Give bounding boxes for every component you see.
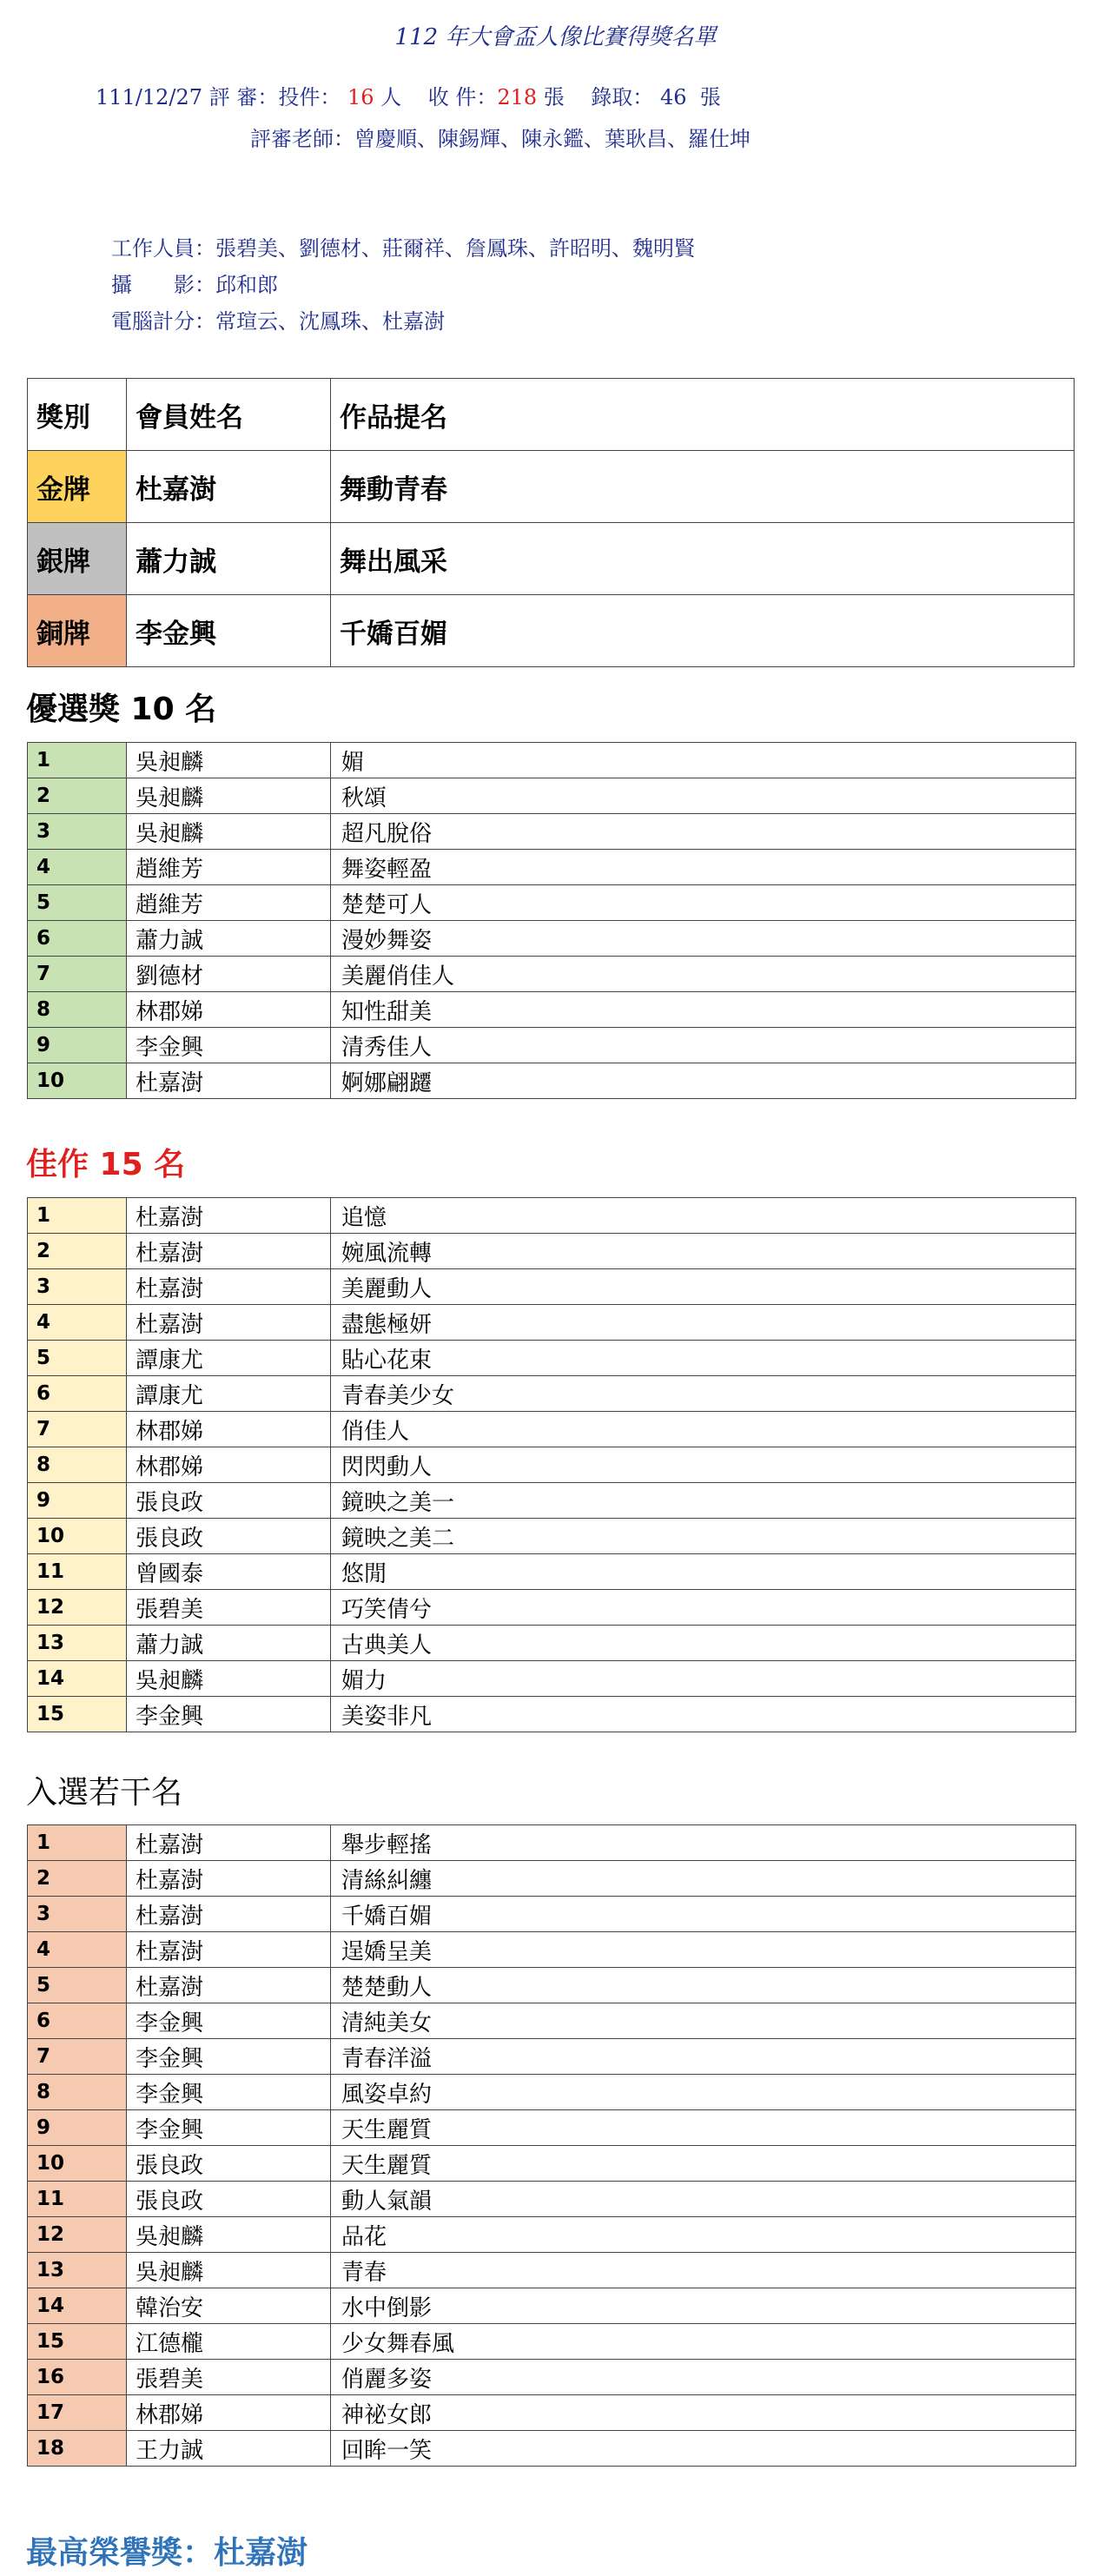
work-title-cell: 逞嬌呈美 [331,1932,1076,1968]
rank-cell: 10 [28,2146,127,2182]
work-title-cell: 閃閃動人 [331,1447,1076,1483]
work-title-cell: 青春 [331,2253,1076,2288]
work-title-cell: 秋頌 [331,778,1076,814]
header-title: 作品提名 [331,379,1075,451]
rank-cell: 1 [28,1825,127,1861]
rank-cell: 16 [28,2360,127,2395]
table-row [28,1028,1076,1063]
table-row [28,1661,1076,1697]
received-count: 218 [497,85,538,109]
accepted-label: 錄取： [591,85,654,109]
rank-cell: 12 [28,2217,127,2253]
gold-row [28,451,1075,523]
rank-cell: 3 [28,1897,127,1932]
rank-cell: 6 [28,1376,127,1412]
rank-cell: 5 [28,885,127,921]
title-cell: 舞出風采 [331,523,1075,595]
work-title-cell: 美麗動人 [331,1269,1076,1305]
rank-cell: 12 [28,1590,127,1626]
staff-line: 工作人員：張碧美、劉德材、莊爾祥、詹鳳珠、許昭明、魏明賢 [111,236,695,261]
member-name-cell: 曾國泰 [127,1554,331,1590]
member-name-cell: 趙維芳 [127,850,331,885]
table-row [28,1626,1076,1661]
work-title-cell: 追憶 [331,1198,1076,1234]
member-name-cell: 蕭力誠 [127,1626,331,1661]
rank-cell: 15 [28,2324,127,2360]
table-row [28,850,1076,885]
work-title-cell: 楚楚動人 [331,1968,1076,2003]
member-name-cell: 杜嘉澍 [127,1234,331,1269]
work-title-cell: 天生麗質 [331,2110,1076,2146]
rank-cell: 11 [28,1554,127,1590]
rank-cell: 14 [28,2288,127,2324]
table-row [28,957,1076,992]
table-row [28,1697,1076,1732]
table-row [28,1269,1076,1305]
table-row [28,1305,1076,1341]
work-title-cell: 清秀佳人 [331,1028,1076,1063]
member-name-cell: 張碧美 [127,2360,331,2395]
page-title: 112 年大會盃人像比賽得獎名單 [394,24,717,50]
member-name-cell: 吳昶麟 [127,1661,331,1697]
member-name-cell: 張碧美 [127,1590,331,1626]
accepted-count: 46 [659,85,687,109]
table-row [28,1861,1076,1897]
work-title-cell: 媚 [331,743,1076,778]
table-row [28,2110,1076,2146]
rank-cell: 1 [28,1198,127,1234]
work-title-cell: 回眸一笑 [331,2431,1076,2467]
work-title-cell: 巧笑倩兮 [331,1590,1076,1626]
bronze-row [28,595,1075,667]
rank-cell: 1 [28,743,127,778]
member-name-cell: 杜嘉澍 [127,1897,331,1932]
award-cell: 銀牌 [28,523,127,595]
excellent-heading: 優選獎 10 名 [26,692,217,727]
member-name-cell: 李金興 [127,2003,331,2039]
member-name-cell: 吳昶麟 [127,2217,331,2253]
member-name-cell: 李金興 [127,1697,331,1732]
work-title-cell: 清絲糾纏 [331,1861,1076,1897]
work-title-cell: 古典美人 [331,1626,1076,1661]
table-row [28,1412,1076,1447]
rank-cell: 17 [28,2395,127,2431]
table-row [28,2395,1076,2431]
rank-cell: 4 [28,1932,127,1968]
table-row [28,1897,1076,1932]
selected-heading: 入選若干名 [26,1775,183,1811]
submissions-unit: 人 [380,85,402,109]
table-row [28,885,1076,921]
selected-table [27,1824,1076,2467]
rank-cell: 9 [28,1483,127,1519]
member-name-cell: 譚康尤 [127,1376,331,1412]
work-title-cell: 舞姿輕盈 [331,850,1076,885]
rank-cell: 9 [28,1028,127,1063]
member-name-cell: 林郡娣 [127,1412,331,1447]
member-name-cell: 譚康尤 [127,1341,331,1376]
work-title-cell: 青春洋溢 [331,2039,1076,2075]
table-row [28,1825,1076,1861]
silver-row [28,523,1075,595]
member-name-cell: 杜嘉澍 [127,1269,331,1305]
received-label: 收 件： [427,85,498,109]
table-row [28,1341,1076,1376]
member-name-cell: 林郡娣 [127,2395,331,2431]
member-name-cell: 張良政 [127,1519,331,1554]
member-name-cell: 杜嘉澍 [127,1305,331,1341]
table-row [28,2146,1076,2182]
work-title-cell: 千嬌百媚 [331,1897,1076,1932]
work-title-cell: 婀娜翩躚 [331,1063,1076,1099]
member-name-cell: 張良政 [127,2146,331,2182]
table-row [28,2075,1076,2110]
member-name-cell: 蕭力誠 [127,921,331,957]
received-unit: 張 [543,85,565,109]
work-title-cell: 天生麗質 [331,2146,1076,2182]
name-cell: 李金興 [127,595,331,667]
work-title-cell: 清純美女 [331,2003,1076,2039]
name-cell: 杜嘉澍 [127,451,331,523]
table-row [28,2431,1076,2467]
rank-cell: 7 [28,2039,127,2075]
award-cell: 金牌 [28,451,127,523]
table-header-row [28,379,1075,451]
table-row [28,2360,1076,2395]
header-award: 獎別 [28,379,127,451]
scoring-line: 電腦計分：常瑄云、沈鳳珠、杜嘉澍 [111,309,445,334]
table-row [28,1932,1076,1968]
rank-cell: 7 [28,1412,127,1447]
table-row [28,2003,1076,2039]
top-awards-table [27,378,1075,667]
submissions-count: 16 [347,85,374,109]
rank-cell: 4 [28,850,127,885]
member-name-cell: 杜嘉澍 [127,1932,331,1968]
rank-cell: 3 [28,1269,127,1305]
member-name-cell: 吳昶麟 [127,743,331,778]
member-name-cell: 吳昶麟 [127,778,331,814]
table-row [28,2253,1076,2288]
rank-cell: 2 [28,1861,127,1897]
table-row [28,1968,1076,2003]
work-title-cell: 媚力 [331,1661,1076,1697]
member-name-cell: 張良政 [127,1483,331,1519]
table-row [28,1519,1076,1554]
table-row [28,2039,1076,2075]
table-row [28,1483,1076,1519]
rank-cell: 14 [28,1661,127,1697]
member-name-cell: 韓治安 [127,2288,331,2324]
table-row [28,1234,1076,1269]
table-row [28,1447,1076,1483]
work-title-cell: 漫妙舞姿 [331,921,1076,957]
table-row [28,1376,1076,1412]
work-title-cell: 水中倒影 [331,2288,1076,2324]
rank-cell: 6 [28,921,127,957]
work-title-cell: 貼心花束 [331,1341,1076,1376]
rank-cell: 8 [28,992,127,1028]
rank-cell: 5 [28,1968,127,2003]
excellent-table [27,742,1076,1099]
rank-cell: 18 [28,2431,127,2467]
work-title-cell: 美麗俏佳人 [331,957,1076,992]
table-row [28,2324,1076,2360]
table-row [28,2288,1076,2324]
rank-cell: 3 [28,814,127,850]
member-name-cell: 林郡娣 [127,992,331,1028]
work-title-cell: 美姿非凡 [331,1697,1076,1732]
table-row [28,992,1076,1028]
rank-cell: 4 [28,1305,127,1341]
member-name-cell: 江德櫳 [127,2324,331,2360]
rank-cell: 2 [28,1234,127,1269]
rank-cell: 8 [28,2075,127,2110]
member-name-cell: 杜嘉澍 [127,1861,331,1897]
member-name-cell: 杜嘉澍 [127,1198,331,1234]
rank-cell: 13 [28,2253,127,2288]
rank-cell: 9 [28,2110,127,2146]
work-title-cell: 盡態極妍 [331,1305,1076,1341]
work-title-cell: 神祕女郎 [331,2395,1076,2431]
submission-summary [96,80,721,110]
award-cell: 銅牌 [28,595,127,667]
title-cell: 舞動青春 [331,451,1075,523]
member-name-cell: 李金興 [127,1028,331,1063]
member-name-cell: 劉德材 [127,957,331,992]
table-row [28,814,1076,850]
rank-cell: 10 [28,1519,127,1554]
judges-line: 評審老師：曾慶順、陳錫輝、陳永鑑、葉耿昌、羅仕坤 [250,127,751,151]
submissions-label: 評 審：投件： [208,85,341,109]
work-title-cell: 俏麗多姿 [331,2360,1076,2395]
work-title-cell: 鏡映之美一 [331,1483,1076,1519]
table-row [28,2217,1076,2253]
rank-cell: 5 [28,1341,127,1376]
name-cell: 蕭力誠 [127,523,331,595]
member-name-cell: 吳昶麟 [127,2253,331,2288]
rank-cell: 8 [28,1447,127,1483]
table-row [28,1590,1076,1626]
rank-cell: 2 [28,778,127,814]
work-title-cell: 楚楚可人 [331,885,1076,921]
table-row [28,1063,1076,1099]
table-row [28,1198,1076,1234]
table-row [28,743,1076,778]
member-name-cell: 林郡娣 [127,1447,331,1483]
member-name-cell: 李金興 [127,2110,331,2146]
judging-date: 111/12/27 [96,85,203,109]
work-title-cell: 品花 [331,2217,1076,2253]
table-row [28,778,1076,814]
work-title-cell: 悠閒 [331,1554,1076,1590]
work-title-cell: 少女舞春風 [331,2324,1076,2360]
rank-cell: 15 [28,1697,127,1732]
member-name-cell: 杜嘉澍 [127,1968,331,2003]
member-name-cell: 張良政 [127,2182,331,2217]
member-name-cell: 李金興 [127,2039,331,2075]
member-name-cell: 李金興 [127,2075,331,2110]
title-cell: 千嬌百媚 [331,595,1075,667]
work-title-cell: 俏佳人 [331,1412,1076,1447]
work-title-cell: 舉步輕搖 [331,1825,1076,1861]
work-title-cell: 知性甜美 [331,992,1076,1028]
staff-block [111,230,695,340]
accepted-unit: 張 [699,85,721,109]
table-row [28,2182,1076,2217]
member-name-cell: 杜嘉澍 [127,1825,331,1861]
merit-heading: 佳作 15 名 [26,1147,186,1182]
work-title-cell: 青春美少女 [331,1376,1076,1412]
work-title-cell: 超凡脫俗 [331,814,1076,850]
work-title-cell: 風姿卓約 [331,2075,1076,2110]
work-title-cell: 婉風流轉 [331,1234,1076,1269]
table-row [28,921,1076,957]
top-honor-award: 最高榮譽獎：杜嘉澍 [26,2535,308,2571]
member-name-cell: 王力誠 [127,2431,331,2467]
rank-cell: 10 [28,1063,127,1099]
header-name: 會員姓名 [127,379,331,451]
rank-cell: 6 [28,2003,127,2039]
member-name-cell: 杜嘉澍 [127,1063,331,1099]
member-name-cell: 吳昶麟 [127,814,331,850]
rank-cell: 11 [28,2182,127,2217]
table-row [28,1554,1076,1590]
rank-cell: 7 [28,957,127,992]
member-name-cell: 趙維芳 [127,885,331,921]
photographer-line: 攝 影：邱和郎 [111,273,278,297]
rank-cell: 13 [28,1626,127,1661]
merit-table [27,1197,1076,1732]
work-title-cell: 鏡映之美二 [331,1519,1076,1554]
work-title-cell: 動人氣韻 [331,2182,1076,2217]
